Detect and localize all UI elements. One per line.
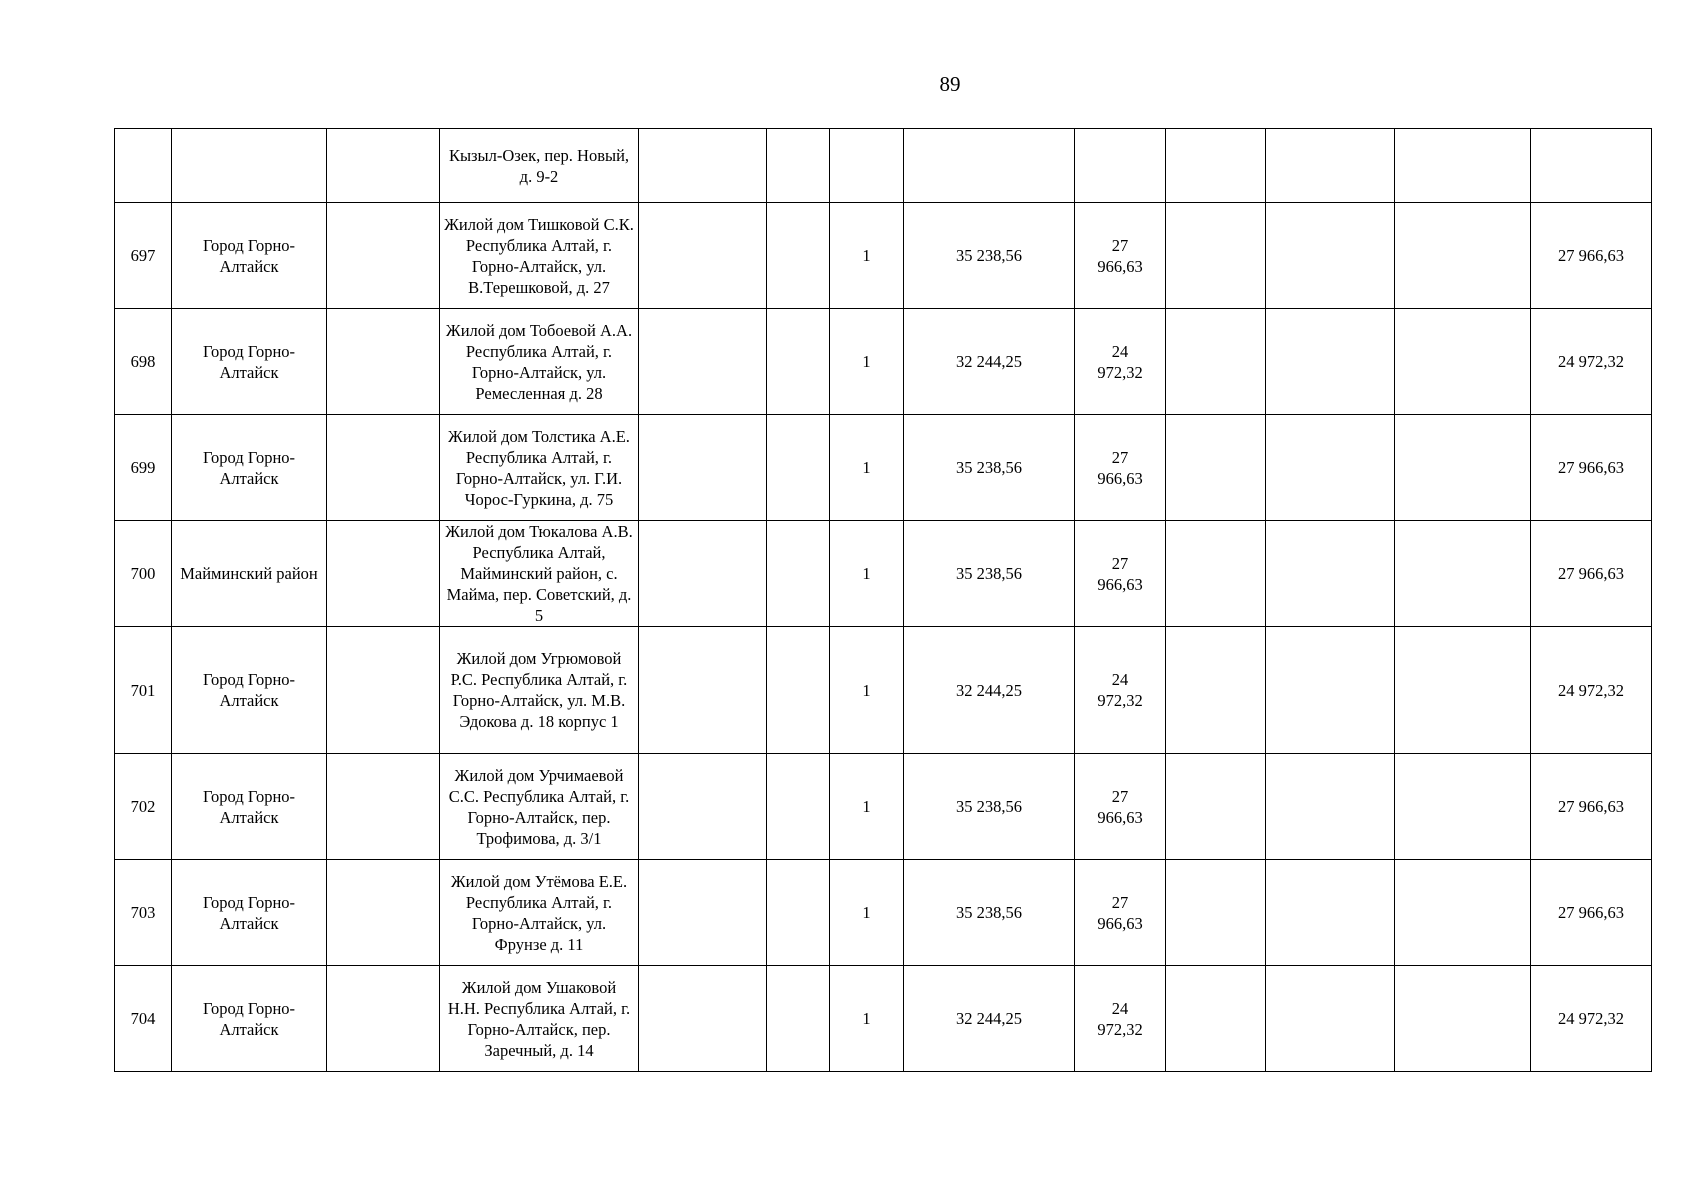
amount-cell bbox=[904, 129, 1075, 203]
row-number-cell: 697 bbox=[115, 203, 172, 309]
empty-cell bbox=[1266, 627, 1395, 754]
empty-cell bbox=[1166, 521, 1266, 627]
empty-cell bbox=[639, 309, 767, 415]
amount-cell: 32 244,25 bbox=[904, 309, 1075, 415]
district-cell: Город Горно-Алтайск bbox=[172, 203, 327, 309]
amount2-cell bbox=[1075, 309, 1166, 415]
empty-cell bbox=[1166, 203, 1266, 309]
empty-cell bbox=[1395, 415, 1531, 521]
empty-cell bbox=[1395, 754, 1531, 860]
empty-cell bbox=[639, 627, 767, 754]
total-cell: 24 972,32 bbox=[1531, 309, 1652, 415]
amount2-value: 27 966,63 bbox=[1097, 447, 1143, 488]
row-number-cell: 702 bbox=[115, 754, 172, 860]
empty-cell bbox=[767, 203, 830, 309]
district-cell: Город Горно-Алтайск bbox=[172, 754, 327, 860]
amount-cell: 32 244,25 bbox=[904, 966, 1075, 1072]
row-number-cell: 704 bbox=[115, 966, 172, 1072]
empty-cell bbox=[327, 203, 440, 309]
empty-cell bbox=[1166, 415, 1266, 521]
empty-cell bbox=[1166, 129, 1266, 203]
amount2-cell bbox=[1075, 627, 1166, 754]
table-row bbox=[115, 627, 1652, 754]
empty-cell bbox=[1395, 309, 1531, 415]
empty-cell bbox=[767, 521, 830, 627]
district-cell: Город Горно-Алтайск bbox=[172, 309, 327, 415]
row-number-cell: 698 bbox=[115, 309, 172, 415]
amount2-value: 24 972,32 bbox=[1097, 341, 1143, 382]
empty-cell bbox=[1166, 966, 1266, 1072]
table-row bbox=[115, 521, 1652, 627]
total-cell: 24 972,32 bbox=[1531, 966, 1652, 1072]
empty-cell bbox=[767, 129, 830, 203]
count-cell: 1 bbox=[830, 415, 904, 521]
district-cell bbox=[172, 129, 327, 203]
table-row bbox=[115, 415, 1652, 521]
empty-cell bbox=[1266, 966, 1395, 1072]
total-cell bbox=[1531, 129, 1652, 203]
empty-cell bbox=[327, 966, 440, 1072]
table-row bbox=[115, 754, 1652, 860]
amount2-cell bbox=[1075, 754, 1166, 860]
total-cell: 27 966,63 bbox=[1531, 415, 1652, 521]
row-number-cell: 700 bbox=[115, 521, 172, 627]
count-cell bbox=[830, 129, 904, 203]
empty-cell bbox=[639, 966, 767, 1072]
amount-cell: 32 244,25 bbox=[904, 627, 1075, 754]
empty-cell bbox=[327, 309, 440, 415]
empty-cell bbox=[767, 860, 830, 966]
amount-cell: 35 238,56 bbox=[904, 521, 1075, 627]
district-cell: Город Горно-Алтайск bbox=[172, 966, 327, 1072]
row-number-cell: 703 bbox=[115, 860, 172, 966]
count-cell: 1 bbox=[830, 627, 904, 754]
empty-cell bbox=[639, 415, 767, 521]
district-cell: Город Горно-Алтайск bbox=[172, 627, 327, 754]
amount2-value: 27 966,63 bbox=[1097, 235, 1143, 276]
empty-cell bbox=[1166, 309, 1266, 415]
amount2-cell bbox=[1075, 521, 1166, 627]
address-cell: Жилой дом Урчимаевой С.С. Республика Алтай, г. Горно-Алтайск, пер. Трофимова, д. 3/1 bbox=[440, 754, 639, 860]
table-row bbox=[115, 860, 1652, 966]
table-row bbox=[115, 129, 1652, 203]
table-body bbox=[115, 129, 1652, 1072]
empty-cell bbox=[1166, 627, 1266, 754]
address-cell: Жилой дом Толстика А.Е. Республика Алтай, г. Горно-Алтайск, ул. Г.И. Чорос-Гуркина, д. 75 bbox=[440, 415, 639, 521]
empty-cell bbox=[1166, 754, 1266, 860]
empty-cell bbox=[327, 627, 440, 754]
amount2-cell bbox=[1075, 860, 1166, 966]
amount2-cell bbox=[1075, 966, 1166, 1072]
amount2-value: 27 966,63 bbox=[1097, 553, 1143, 594]
row-number-cell: 699 bbox=[115, 415, 172, 521]
address-cell: Жилой дом Тюкалова А.В. Республика Алтай, Майминский район, с. Майма, пер. Советский, д. 5 bbox=[440, 521, 639, 627]
empty-cell bbox=[1395, 203, 1531, 309]
amount2-cell bbox=[1075, 129, 1166, 203]
empty-cell bbox=[1266, 203, 1395, 309]
amount-cell: 35 238,56 bbox=[904, 754, 1075, 860]
address-cell: Жилой дом Ушаковой Н.Н. Республика Алтай, г. Горно-Алтайск, пер. Заречный, д. 14 bbox=[440, 966, 639, 1072]
empty-cell bbox=[1266, 129, 1395, 203]
empty-cell bbox=[1395, 966, 1531, 1072]
empty-cell bbox=[767, 309, 830, 415]
count-cell: 1 bbox=[830, 203, 904, 309]
empty-cell bbox=[1395, 129, 1531, 203]
row-number-cell: 701 bbox=[115, 627, 172, 754]
table-row bbox=[115, 309, 1652, 415]
address-cell: Кызыл-Озек, пер. Новый, д. 9-2 bbox=[440, 129, 639, 203]
empty-cell bbox=[327, 415, 440, 521]
empty-cell bbox=[1266, 860, 1395, 966]
address-cell: Жилой дом Тобоевой А.А. Республика Алтай, г. Горно-Алтайск, ул. Ремесленная д. 28 bbox=[440, 309, 639, 415]
amount2-value: 27 966,63 bbox=[1097, 892, 1143, 933]
empty-cell bbox=[1166, 860, 1266, 966]
empty-cell bbox=[327, 754, 440, 860]
empty-cell bbox=[1266, 754, 1395, 860]
total-cell: 27 966,63 bbox=[1531, 860, 1652, 966]
empty-cell bbox=[327, 129, 440, 203]
district-cell: Майминский район bbox=[172, 521, 327, 627]
empty-cell bbox=[639, 129, 767, 203]
empty-cell bbox=[327, 860, 440, 966]
count-cell: 1 bbox=[830, 309, 904, 415]
total-cell: 27 966,63 bbox=[1531, 521, 1652, 627]
empty-cell bbox=[327, 521, 440, 627]
empty-cell bbox=[1395, 860, 1531, 966]
empty-cell bbox=[1395, 521, 1531, 627]
total-cell: 27 966,63 bbox=[1531, 203, 1652, 309]
empty-cell bbox=[1266, 415, 1395, 521]
address-cell: Жилой дом Угрюмовой Р.С. Республика Алтай, г. Горно-Алтайск, ул. М.В. Эдокова д. 18 корпус 1 bbox=[440, 627, 639, 754]
district-cell: Город Горно-Алтайск bbox=[172, 415, 327, 521]
total-cell: 24 972,32 bbox=[1531, 627, 1652, 754]
empty-cell bbox=[1395, 627, 1531, 754]
address-cell: Жилой дом Утёмова Е.Е. Республика Алтай, г. Горно-Алтайск, ул. Фрунзе д. 11 bbox=[440, 860, 639, 966]
empty-cell bbox=[639, 521, 767, 627]
address-cell: Жилой дом Тишковой С.К. Республика Алтай, г. Горно-Алтайск, ул. В.Терешковой, д. 27 bbox=[440, 203, 639, 309]
empty-cell bbox=[767, 415, 830, 521]
empty-cell bbox=[1266, 309, 1395, 415]
table-row bbox=[115, 203, 1652, 309]
empty-cell bbox=[1266, 521, 1395, 627]
count-cell: 1 bbox=[830, 860, 904, 966]
district-cell: Город Горно-Алтайск bbox=[172, 860, 327, 966]
empty-cell bbox=[767, 754, 830, 860]
amount2-value: 24 972,32 bbox=[1097, 670, 1143, 710]
empty-cell bbox=[639, 203, 767, 309]
amount2-value: 27 966,63 bbox=[1097, 786, 1143, 827]
table-row bbox=[115, 966, 1652, 1072]
count-cell: 1 bbox=[830, 754, 904, 860]
total-cell: 27 966,63 bbox=[1531, 754, 1652, 860]
row-number-cell bbox=[115, 129, 172, 203]
empty-cell bbox=[639, 754, 767, 860]
empty-cell bbox=[767, 966, 830, 1072]
empty-cell bbox=[639, 860, 767, 966]
amount-cell: 35 238,56 bbox=[904, 203, 1075, 309]
empty-cell bbox=[767, 627, 830, 754]
count-cell: 1 bbox=[830, 966, 904, 1072]
count-cell: 1 bbox=[830, 521, 904, 627]
page-number: 89 bbox=[939, 72, 961, 96]
amount-cell: 35 238,56 bbox=[904, 860, 1075, 966]
data-table bbox=[114, 128, 1652, 1072]
amount2-value: 24 972,32 bbox=[1097, 998, 1143, 1039]
amount-cell: 35 238,56 bbox=[904, 415, 1075, 521]
amount2-cell bbox=[1075, 203, 1166, 309]
amount2-cell bbox=[1075, 415, 1166, 521]
